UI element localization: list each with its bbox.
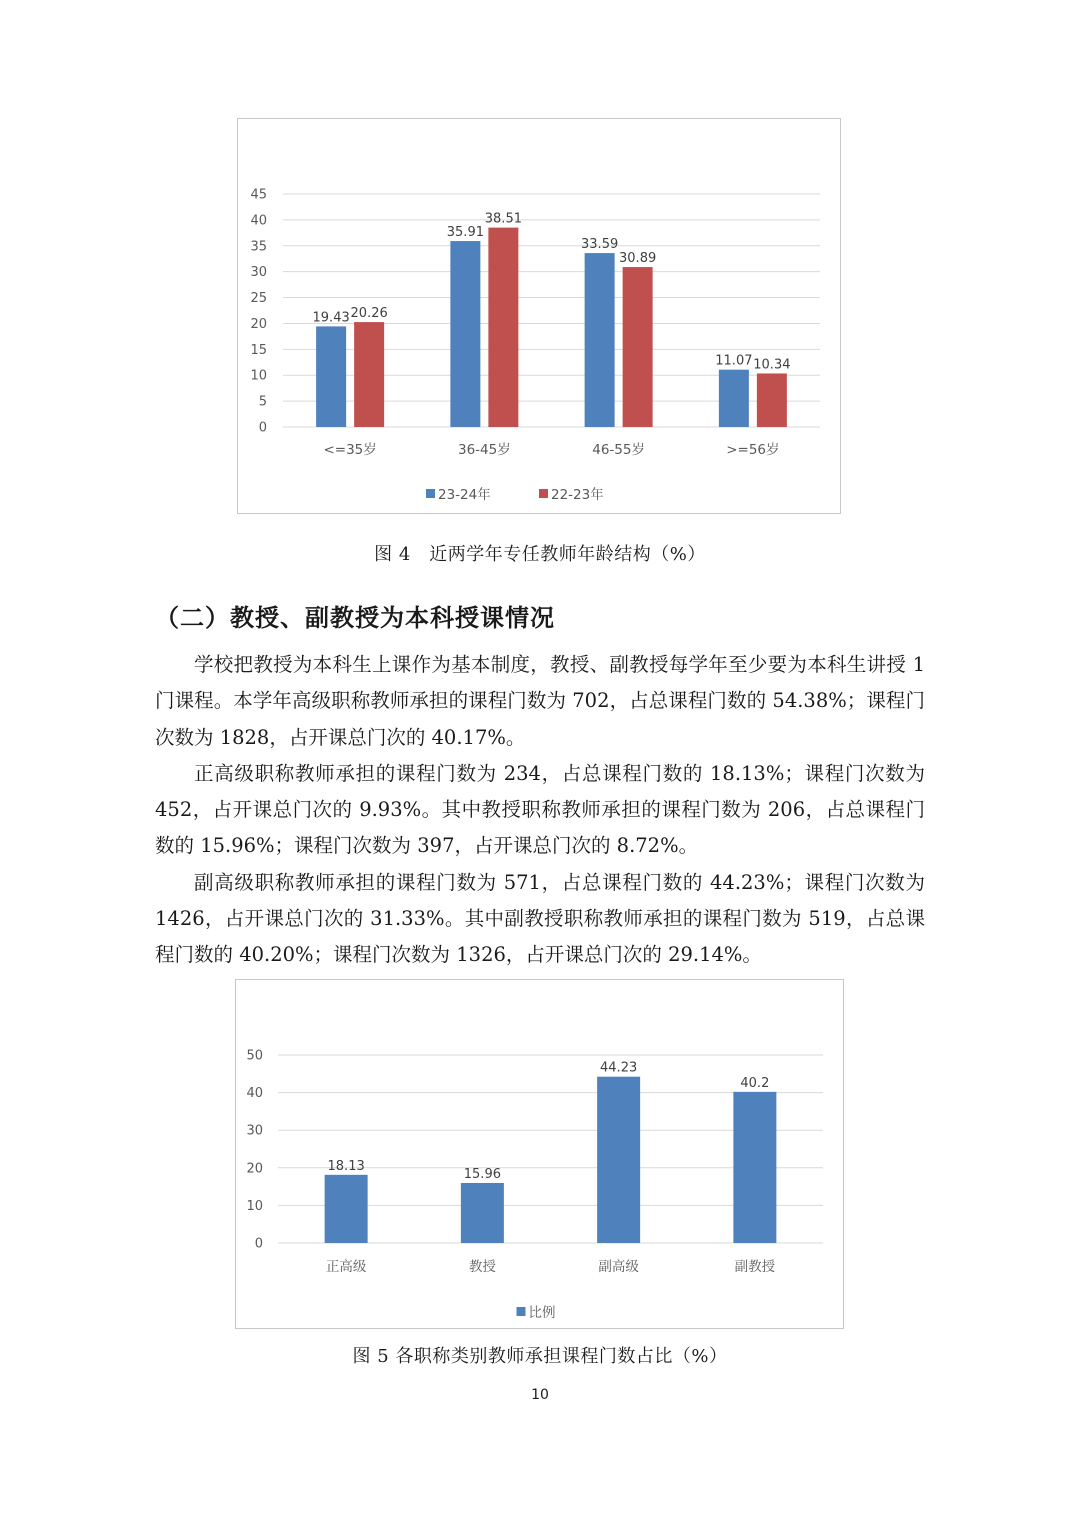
bar-23-24年-36-45岁: [450, 241, 480, 427]
age-structure-bar-chart: [238, 119, 840, 513]
x-tick-label: >=56岁: [726, 442, 780, 458]
y-tick-label: 30: [246, 1123, 263, 1139]
legend-label: 23-24年: [438, 487, 491, 503]
bar-23-24年-46-55岁: [585, 253, 615, 427]
data-label: 19.43: [312, 310, 350, 326]
bar-22-23年-46-55岁: [623, 267, 653, 427]
x-tick-label: 正高级: [325, 1259, 367, 1275]
y-tick-label: 25: [250, 291, 267, 307]
data-label: 38.51: [484, 211, 522, 227]
figure-4-caption: 图 4 近两学年专任教师年龄结构（%）: [374, 544, 706, 565]
data-label: 35.91: [446, 225, 484, 241]
y-tick-label: 20: [250, 316, 267, 332]
legend-swatch: [426, 489, 435, 498]
y-tick-label: 5: [258, 394, 267, 410]
x-tick-label: 教授: [468, 1259, 496, 1275]
paragraph-2: 正高级职称教师承担的课程门数为 234，占总课程门数的 18.13%；课程门次数为 452，占开课总门次的 9.93%。其中教授职称教师承担的课程门数为 206，占总课程门数的 15.96%；课程门次数为 397，占开课总门次的 8.72%。: [155, 761, 925, 858]
bar-比例-副教授: [733, 1092, 776, 1243]
y-tick-label: 15: [250, 342, 267, 358]
x-tick-label: 36-45岁: [458, 442, 511, 458]
y-tick-label: 0: [258, 420, 267, 436]
data-label: 15.96: [463, 1166, 501, 1182]
x-tick-label: <=35岁: [323, 442, 377, 458]
figure-5-chart: [235, 979, 844, 1329]
y-tick-label: 30: [250, 265, 267, 281]
legend-swatch: [539, 489, 548, 498]
y-tick-label: 20: [246, 1161, 263, 1177]
y-tick-label: 40: [250, 213, 267, 229]
data-label: 18.13: [327, 1158, 365, 1174]
y-tick-label: 35: [250, 239, 267, 255]
bar-23-24年->=56岁: [719, 370, 749, 427]
page-number: 10: [531, 1387, 549, 1403]
bar-22-23年-<=35岁: [354, 322, 384, 427]
y-tick-label: 40: [246, 1086, 263, 1102]
legend-swatch: [517, 1307, 526, 1316]
data-label: 40.2: [740, 1075, 770, 1091]
x-tick-label: 副教授: [734, 1259, 776, 1275]
x-tick-label: 46-55岁: [592, 442, 645, 458]
bar-22-23年-36-45岁: [488, 228, 518, 427]
bar-比例-副高级: [597, 1077, 640, 1243]
data-label: 30.89: [619, 251, 657, 267]
paragraph-3: 副高级职称教师承担的课程门数为 571，占总课程门数的 44.23%；课程门次数为 1426，占开课总门次的 31.33%。其中副教授职称教师承担的课程门数为 519，占总课程门数的 40.20%；课程门次数为 1326，占开课总门次的 29.14%。: [155, 870, 925, 967]
y-tick-label: 50: [246, 1048, 263, 1064]
data-label: 11.07: [715, 353, 753, 369]
legend-label: 22-23年: [551, 487, 604, 503]
section-heading: （二）教授、副教授为本科授课情况: [155, 604, 555, 632]
y-tick-label: 0: [254, 1236, 263, 1252]
y-tick-label: 10: [246, 1198, 263, 1214]
figure-4-chart: [237, 118, 841, 514]
data-label: 10.34: [753, 357, 791, 373]
bar-比例-教授: [461, 1183, 504, 1243]
body-text: [155, 647, 925, 974]
legend-label: 比例: [528, 1305, 556, 1321]
paragraph-1: 学校把教授为本科生上课作为基本制度，教授、副教授每学年至少要为本科生讲授 1 门课程。本学年高级职称教师承担的课程门数为 702，占总课程门数的 54.38%；课程门次数为 1828，占开课总门次的 40.17%。: [155, 653, 925, 749]
title-category-bar-chart: [236, 980, 843, 1328]
x-tick-label: 副高级: [598, 1259, 639, 1275]
bar-22-23年->=56岁: [757, 373, 787, 427]
y-tick-label: 45: [250, 187, 267, 203]
data-label: 33.59: [581, 237, 619, 253]
data-label: 20.26: [350, 306, 388, 322]
y-tick-label: 10: [250, 368, 267, 384]
figure-5-caption: 图 5 各职称类别教师承担课程门数占比（%）: [352, 1346, 728, 1367]
data-label: 44.23: [600, 1060, 638, 1076]
bar-比例-正高级: [325, 1175, 368, 1243]
bar-23-24年-<=35岁: [316, 326, 346, 427]
